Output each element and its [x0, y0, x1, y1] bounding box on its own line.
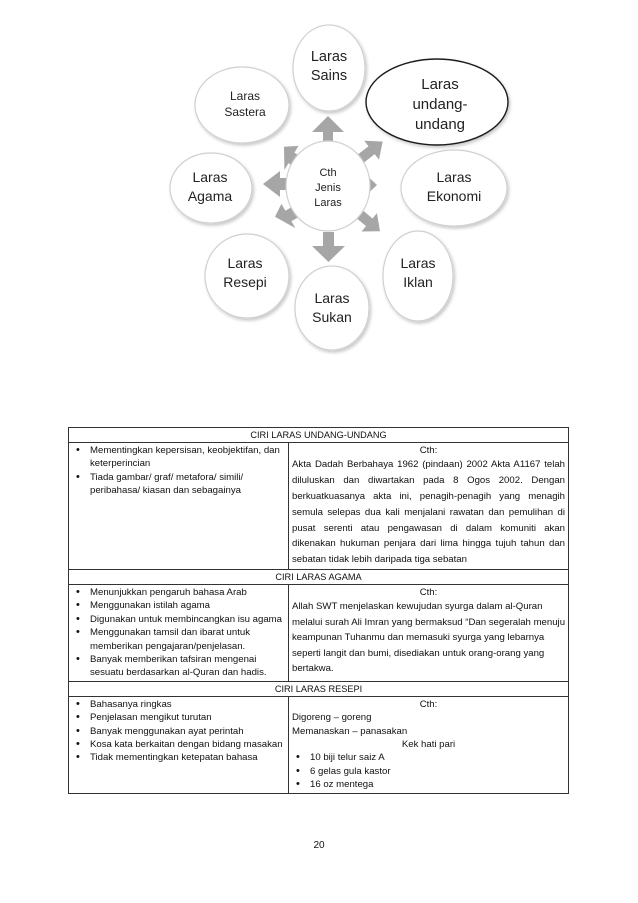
list-item: • Menggunakan tamsil dan ibarat untuk memberikan pengajaran/penjelasan. [72, 626, 285, 653]
sains-label-1: Laras [310, 49, 348, 65]
center-circle [286, 141, 370, 231]
table-row [69, 428, 569, 443]
sastera-label-1: Laras [229, 89, 261, 103]
sains-label-2: Sains [310, 68, 348, 84]
page-number: 20 [313, 840, 325, 851]
example-text: Allah SWT menjelaskan kewujudan syurga dalam al-Quran melalui surah Ali Imran yang bermaksud “Dan segeralah menuju keampunan Tuhanmu dan memasuki syurga yang lebarnya seperti langit dan bumi, disediakan untuk orang-orang yang bertakwa. [292, 601, 566, 675]
list-item: • Banyak menggunakan ayat perintah [72, 725, 285, 738]
sastera-label-2: Sastera [224, 105, 266, 119]
sukan-label-1: Laras [314, 290, 350, 306]
agama-example-cell [289, 584, 569, 681]
table-row [69, 584, 569, 681]
recipe-title: Kek hati pari [401, 739, 456, 751]
table-row [69, 696, 569, 793]
iklan-label-2: Iklan [403, 274, 433, 290]
list-item: • Tiada gambar/ graf/ metafora/ simili/ peribahasa/ kiasan dan sebagainya [72, 471, 285, 498]
sukan-label-2: Sukan [312, 309, 352, 325]
jenis-laras-diagram [0, 0, 638, 400]
center-label-3: Laras [314, 197, 342, 209]
undang-features-cell [69, 443, 289, 570]
example-text: Akta Dadah Berbahaya 1962 (pindaan) 2002 Akta A1167 telah diluluskan dan diwartakan pada 8 Ogos 2002. Dengan berkuatkuasanya akta ini, penagih-penagih yang menagih semula selepas dua kali menjalani rawatan dan pemulihan di pusat serenti atau pengawasan di dalam komuniti akan dikenakan hukuman penjara dari lima hingga tujuh tahun dan sebatan tidak lebih daripada tiga sebatan [292, 459, 566, 566]
table-row [69, 443, 569, 570]
table-row [69, 569, 569, 584]
list-item: • 10 biji telur saiz A [292, 751, 565, 764]
center-label-2: Jenis [315, 182, 341, 194]
iklan-label-1: Laras [400, 255, 436, 271]
list-item: • Bahasanya ringkas [72, 698, 285, 711]
undang-example-cell [289, 443, 569, 570]
ekonomi-label-1: Laras [436, 169, 472, 185]
list-item: • Kosa kata berkaitan dengan bidang masakan [72, 738, 285, 751]
example-line: Digoreng – goreng [292, 712, 372, 724]
arrow-down-icon [312, 232, 345, 262]
agama-label-2: Agama [187, 188, 233, 204]
section-header-undang: CIRI LARAS UNDANG-UNDANG [69, 428, 569, 443]
section-header-resepi: CIRI LARAS RESEPI [69, 681, 569, 696]
list-item: • Penjelasan mengikut turutan [72, 711, 285, 724]
section-header-agama: CIRI LARAS AGAMA [69, 569, 569, 584]
resepi-features-cell [69, 696, 289, 793]
undang-label-2: undang- [412, 96, 468, 113]
undang-label-1: Laras [421, 76, 459, 93]
list-item: • Menggunakan istilah agama [72, 599, 285, 612]
ingredient-list [292, 751, 565, 791]
ekonomi-label-2: Ekonomi [426, 188, 482, 204]
list-item: • Menunjukkan pengaruh bahasa Arab [72, 586, 285, 599]
list-item: • 16 oz mentega [292, 778, 565, 791]
ciri-laras-table [68, 427, 569, 794]
list-item: • Mementingkan kepersisan, keobjektifan, dan keterperincian [72, 444, 285, 471]
resepi-example-cell [289, 696, 569, 793]
resepi-feature-list [72, 698, 285, 765]
resepi-label-1: Laras [227, 255, 263, 271]
example-line: Memanaskan – panasakan [292, 725, 408, 737]
list-item: • Tidak mementingkan ketepatan bahasa [72, 751, 285, 764]
list-item: • Banyak memberikan tafsiran mengenai sesuatu berdasarkan al-Quran dan hadis. [72, 653, 285, 680]
table-row [69, 681, 569, 696]
agama-features-cell [69, 584, 289, 681]
list-item: • 6 gelas gula kastor [292, 765, 565, 778]
resepi-label-2: Resepi [223, 274, 267, 290]
undang-label-3: undang [414, 116, 466, 133]
example-label: Cth: [419, 698, 438, 710]
undang-feature-list [72, 444, 285, 498]
agama-label-1: Laras [192, 169, 228, 185]
node-laras-sukan [295, 266, 369, 350]
list-item: • Digunakan untuk membincangkan isu agama [72, 613, 285, 626]
agama-feature-list [72, 586, 285, 680]
center-label-1: Cth [319, 167, 337, 179]
example-label: Cth: [419, 586, 438, 598]
example-label: Cth: [419, 445, 438, 456]
